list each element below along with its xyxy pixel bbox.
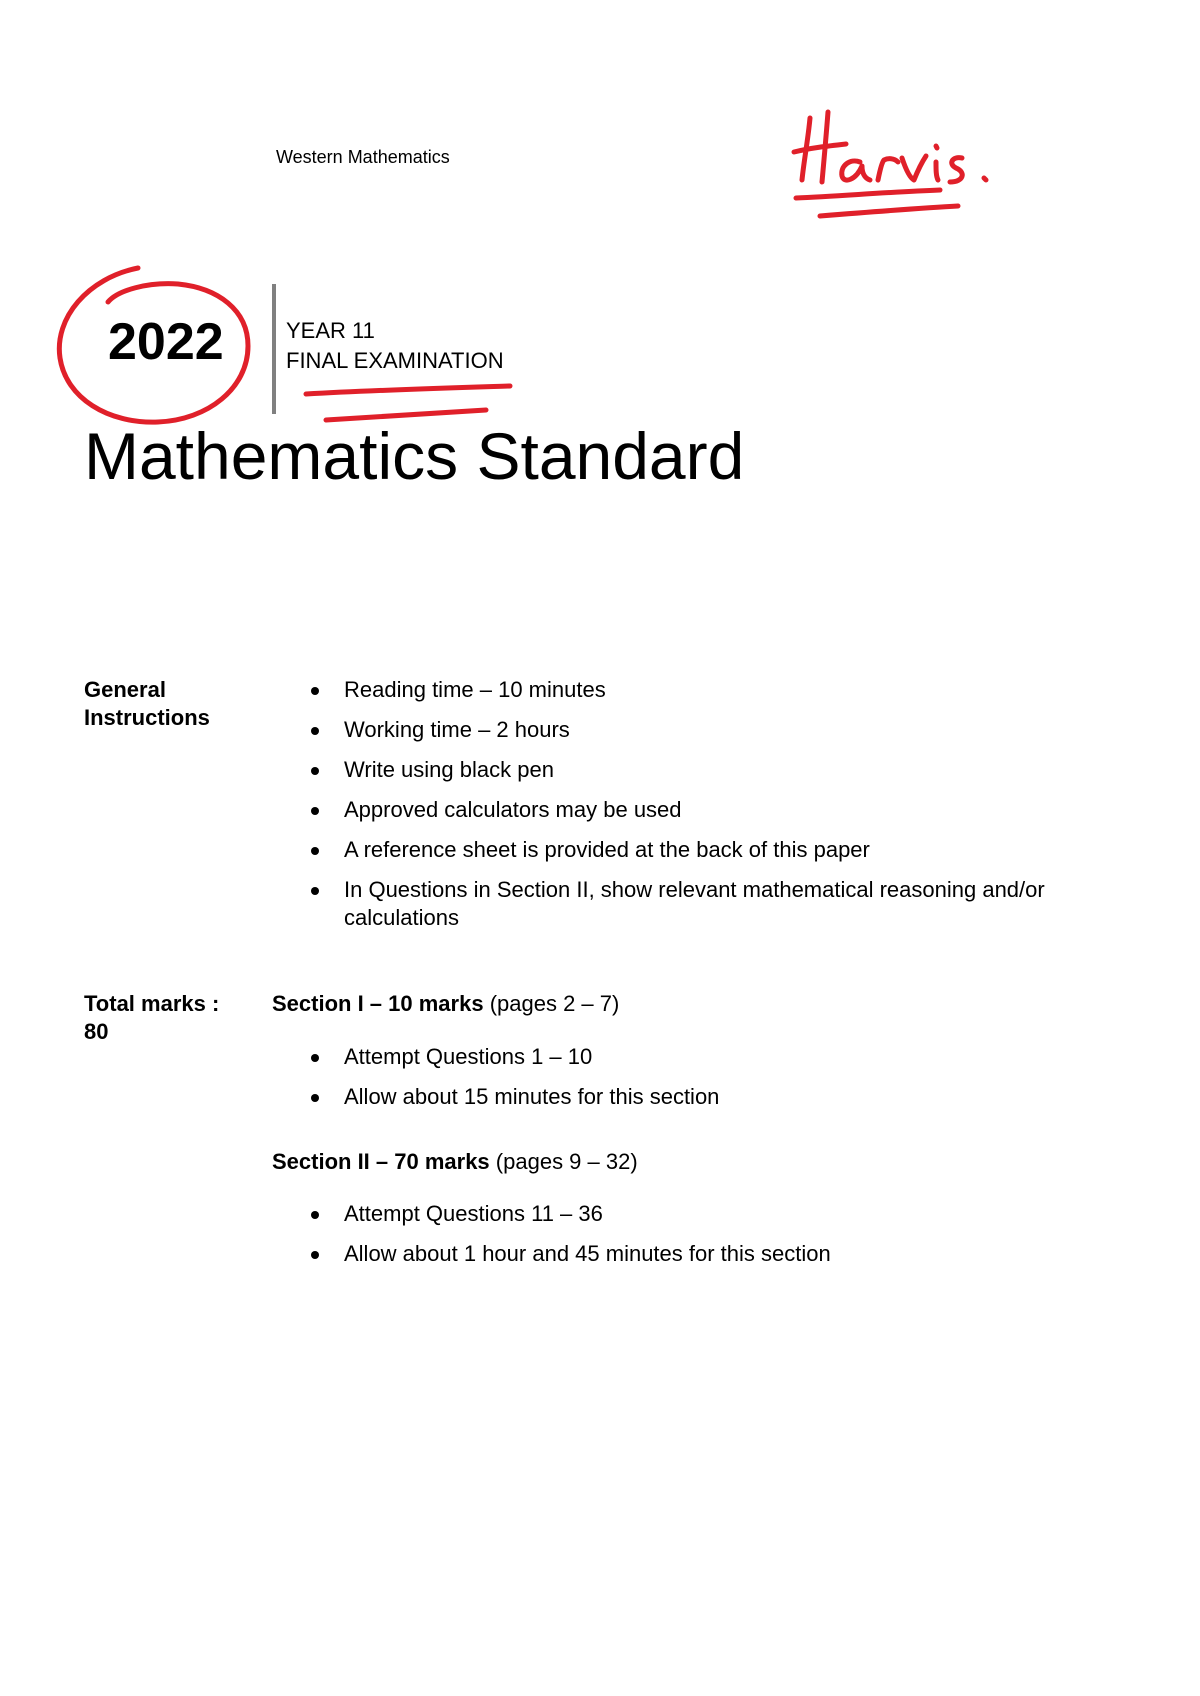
handwritten-signature	[790, 100, 1010, 240]
label-line: Instructions	[84, 705, 210, 730]
section-1-list	[300, 1043, 719, 1123]
list-item: Attempt Questions 1 – 10	[300, 1043, 719, 1071]
list-item: Working time – 2 hours	[300, 716, 1080, 744]
list-item: Reading time – 10 minutes	[300, 676, 1080, 704]
section-title: Section I – 10 marks	[272, 991, 484, 1016]
list-item: Attempt Questions 11 – 36	[300, 1200, 831, 1228]
exam-year: 2022	[108, 313, 224, 371]
section-2-list	[300, 1200, 831, 1280]
list-item: Write using black pen	[300, 756, 1080, 784]
year-level: YEAR 11	[286, 318, 375, 343]
title-divider	[272, 284, 276, 414]
list-item: Approved calculators may be used	[300, 796, 1080, 824]
exam-label	[286, 316, 504, 376]
section-2-heading	[272, 1148, 638, 1176]
exam-type: FINAL EXAMINATION	[286, 348, 504, 373]
school-name: Western Mathematics	[276, 147, 450, 167]
list-item: A reference sheet is provided at the back of this paper	[300, 836, 1080, 864]
section-pages: (pages 9 – 32)	[495, 1149, 638, 1174]
label-line: General	[84, 677, 166, 702]
label-line: Total marks :	[84, 991, 220, 1016]
section-title: Section II – 70 marks	[272, 1149, 490, 1174]
label-line: 80	[84, 1019, 109, 1044]
section-1-heading	[272, 990, 619, 1018]
general-instructions-label	[84, 676, 210, 732]
section-pages: (pages 2 – 7)	[489, 991, 620, 1016]
exam-title: Mathematics Standard	[84, 419, 745, 493]
general-instructions-list	[300, 676, 1080, 944]
list-item: In Questions in Section II, show relevant mathematical reasoning and/or calculations	[300, 876, 1080, 932]
list-item: Allow about 1 hour and 45 minutes for this section	[300, 1240, 831, 1268]
total-marks-label	[84, 990, 219, 1046]
list-item: Allow about 15 minutes for this section	[300, 1083, 719, 1111]
